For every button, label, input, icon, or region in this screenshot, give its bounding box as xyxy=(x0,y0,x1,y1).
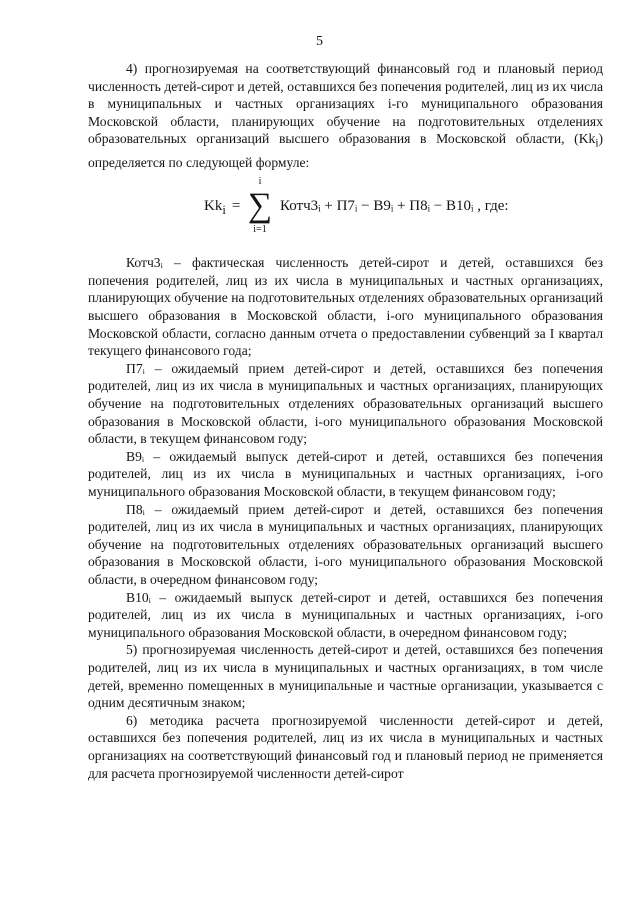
item-4-text: 4) прогнозируемая на соответствующий финансовый год и плановый период численность детей-сирот и детей, оставшихся без попечения родителей, лиц из их числа в муниципальных и частных организациях i-го муниципального образования Московской области, планирующих обучение на подготовительных отделениях образовательных организаций высшего образования в Московской области, (Kk xyxy=(88,61,603,147)
formula-lhs-subscript: i xyxy=(222,203,226,218)
item-5-paragraph: 5) прогнозируемая численность детей-сирот и детей, оставшихся без попечения родителей, лиц из их числа в муниципальных и частных организациях, в том числе детей, временно помещенных в муниципальные и частные организации, указывается с одним десятичным знаком; xyxy=(88,642,603,711)
summation-sign: ∑ xyxy=(247,187,273,225)
formula-rhs: Котч3ᵢ + П7ᵢ − В9ᵢ + П8ᵢ − В10ᵢ , где: xyxy=(280,198,509,215)
formula-lhs-symbol: Kk xyxy=(204,198,223,215)
definition-p7: П7ᵢ – ожидаемый прием детей-сирот и детей, оставшихся без попечения родителей, лиц из их числа в муниципальных и частных организациях, планирующих обучение на подготовительных отделениях образовательных организаций высшего образования в Московской области, i-ого муниципального образования Московской области, в текущем финансовом году; xyxy=(88,360,603,447)
formula-equals: = xyxy=(231,198,241,215)
item-4-paragraph xyxy=(88,60,603,171)
definition-v9: В9ᵢ – ожидаемый выпуск детей-сирот и детей, оставшихся без попечения родителей, лиц из их числа в муниципальных и частных организациях, i-ого муниципального образования Московской области, в текущем финансовом году; xyxy=(88,448,603,499)
item-4-text-end: ) определяется по следующей формуле: xyxy=(88,131,603,170)
definition-kotch3: Котч3ᵢ – фактическая численность детей-сирот и детей, оставшихся без попечения родителей, лиц из их числа в муниципальных и частных организациях, планирующих обучение на подготовительных отделениях образовательных организаций высшего образования в Московской области, i-ого муниципального образования Московской области, согласно данным отчета о предоставлении субвенций за I квартал текущего финансового года; xyxy=(88,255,603,359)
formula xyxy=(88,174,603,252)
definition-v10: В10ᵢ – ожидаемый выпуск детей-сирот и детей, оставшихся без попечения родителей, лиц из их числа в муниципальных и частных организациях, i-ого муниципального образования Московской области, в очередном финансовом году; xyxy=(88,589,603,640)
page-body xyxy=(88,60,603,782)
item-4-subscript: i xyxy=(595,138,599,151)
summation xyxy=(246,176,274,236)
definition-p8: П8ᵢ – ожидаемый прием детей-сирот и детей, оставшихся без попечения родителей, лиц из их числа в муниципальных и частных организациях, планирующих обучение на подготовительных отделениях образовательных организаций высшего образования в Московской области, i-ого муниципального образования Московской области, в очередном финансовом году; xyxy=(88,501,603,587)
item-6-paragraph: 6) методика расчета прогнозируемой численности детей-сирот и детей, оставшихся без попечения родителей, лиц из их числа в муниципальных и частных организациях на соответствующий финансовый год и плановый период не применяется для расчета прогнозируемой численности детей-сирот xyxy=(88,712,603,781)
formula-lhs xyxy=(204,198,246,218)
summation-lower-limit: i=1 xyxy=(253,224,267,236)
page-number: 5 xyxy=(316,34,323,49)
summation-upper-limit: i xyxy=(258,176,262,188)
